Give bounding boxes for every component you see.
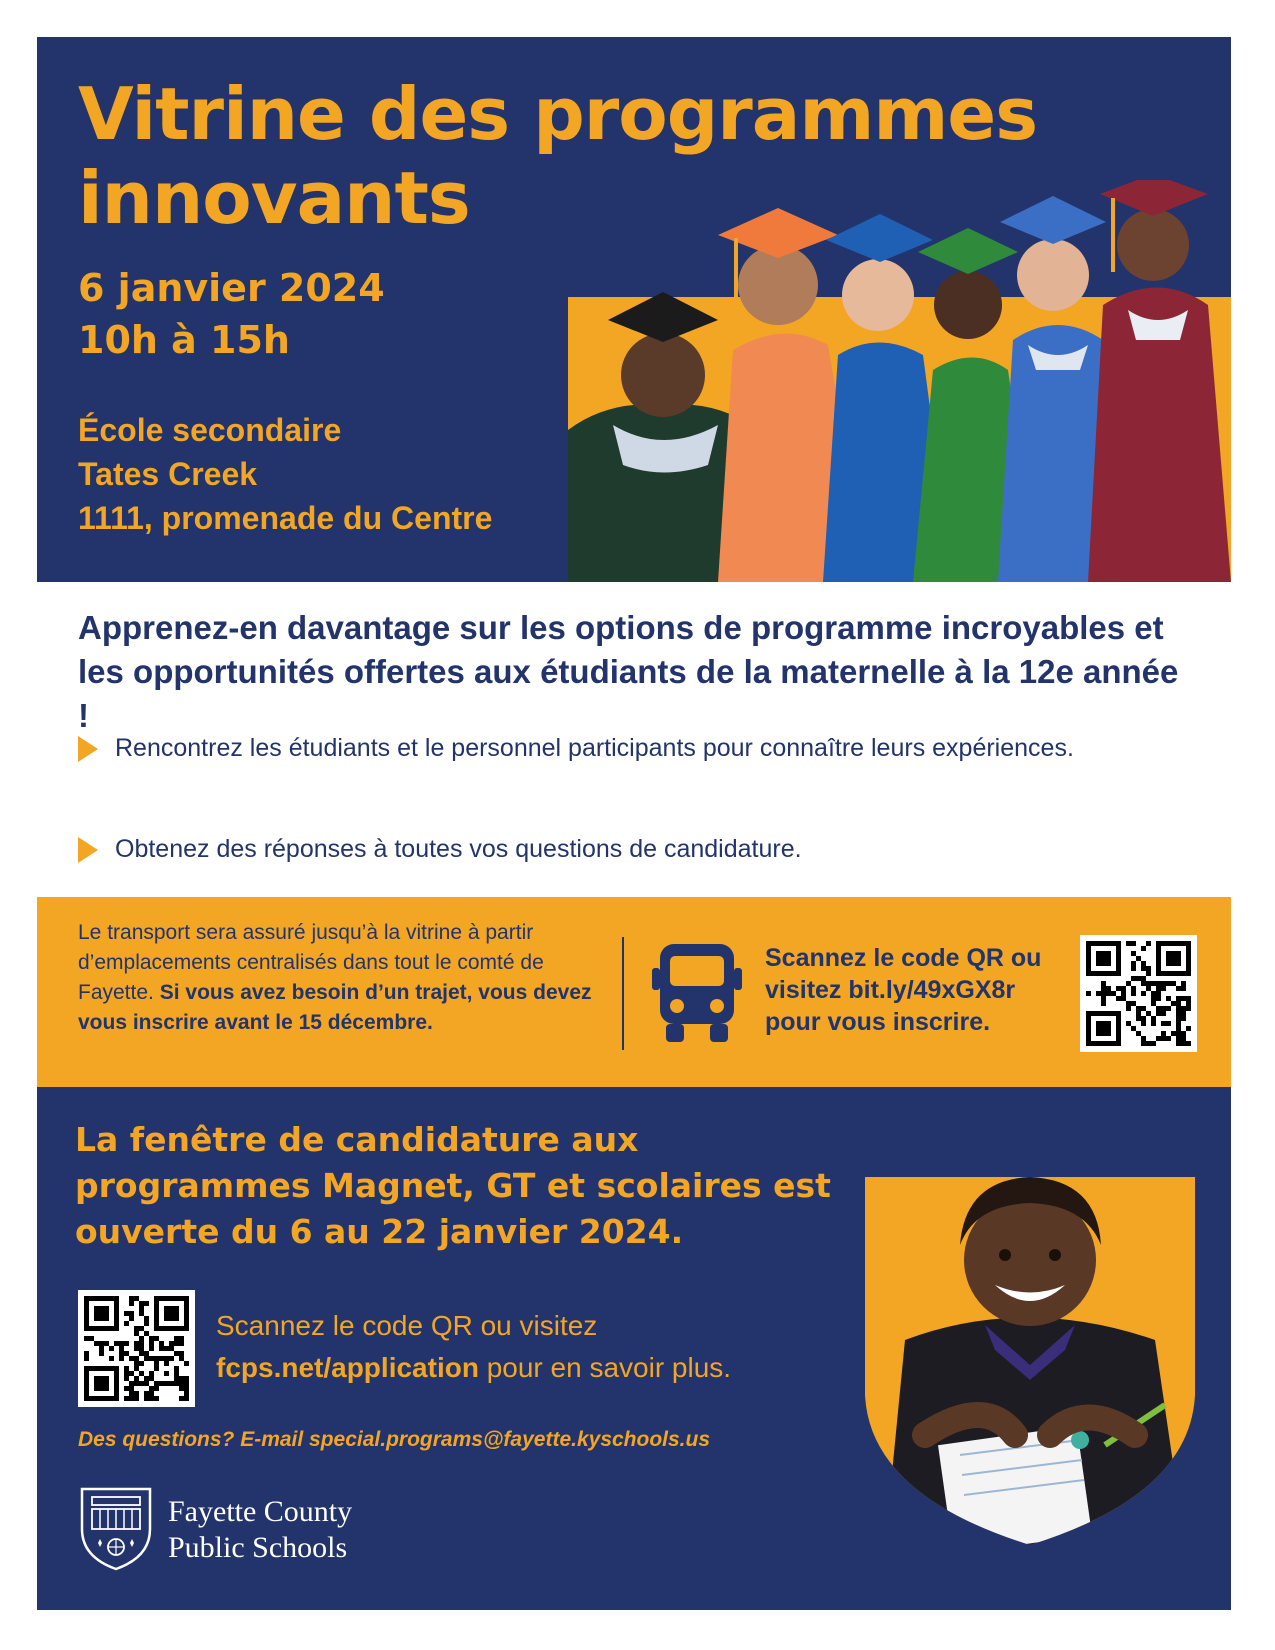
- title-line-1: Vitrine des programmes: [78, 72, 1038, 156]
- transport-text-bold: Si vous avez besoin d’un trajet, vous devez vous inscrire avant le 15 décembre.: [78, 981, 592, 1034]
- event-time: 10h à 15h: [78, 318, 290, 362]
- event-date: 6 janvier 2024: [78, 266, 385, 310]
- bullet-item-2: [78, 833, 1188, 865]
- band-divider: [622, 937, 624, 1050]
- application-qr-line1: Scannez le code QR ou visitez: [216, 1310, 598, 1341]
- questions-email: Des questions? E-mail special.programs@fayette.kyschools.us: [78, 1428, 711, 1451]
- intro-heading: Apprenez-en davantage sur les options de programme incroyables et les opportunités offertes aux étudiants de la maternelle à la 12e année !: [78, 609, 1179, 734]
- bus-icon: [652, 940, 742, 1045]
- register-qr-code[interactable]: [1080, 935, 1197, 1052]
- application-qr-text: [216, 1305, 731, 1389]
- student-shield-photo: [865, 1135, 1195, 1545]
- transport-text-regular: Le transport sera assuré jusqu’à la vitrine à partir d’emplacements centralisés dans tout le comté de Fayette.: [78, 921, 544, 1004]
- bullet-triangle-icon: [78, 837, 98, 863]
- application-link[interactable]: fcps.net/application: [216, 1352, 479, 1383]
- logo-line-1: Fayette County: [168, 1495, 353, 1528]
- application-qr-suffix: pour en savoir plus.: [478, 1352, 732, 1383]
- title-line-2: innovants: [78, 156, 470, 240]
- location-line-2: Tates Creek: [78, 456, 258, 492]
- logo-line-2: Public Schools: [168, 1531, 348, 1564]
- bullet-triangle-icon: [78, 736, 98, 762]
- crest-icon: [78, 1485, 154, 1571]
- location-line-1: École secondaire: [78, 412, 342, 448]
- application-window-text: La fenêtre de candidature aux programmes Magnet, GT et scolaires est ouverte du 6 au 22 janvier 2024.: [75, 1120, 831, 1251]
- bullet-item-1: [78, 732, 1188, 764]
- bullet-text-2: Obtenez des réponses à toutes vos questions de candidature.: [115, 835, 802, 863]
- location-line-3: 1111, promenade du Centre: [78, 500, 493, 536]
- transport-text: [78, 918, 608, 1038]
- bullet-text-1: Rencontrez les étudiants et le personnel participants pour connaître leurs expériences.: [115, 734, 1074, 762]
- register-qr-text: Scannez le code QR ou visitez bit.ly/49xGX8r pour vous inscrire.: [765, 944, 1042, 1036]
- district-logo: [78, 1485, 478, 1575]
- qr-code-icon: [84, 1296, 189, 1401]
- qr-code-icon: [1086, 941, 1191, 1046]
- graduates-photo: [568, 180, 1231, 582]
- application-qr-code[interactable]: [78, 1290, 195, 1407]
